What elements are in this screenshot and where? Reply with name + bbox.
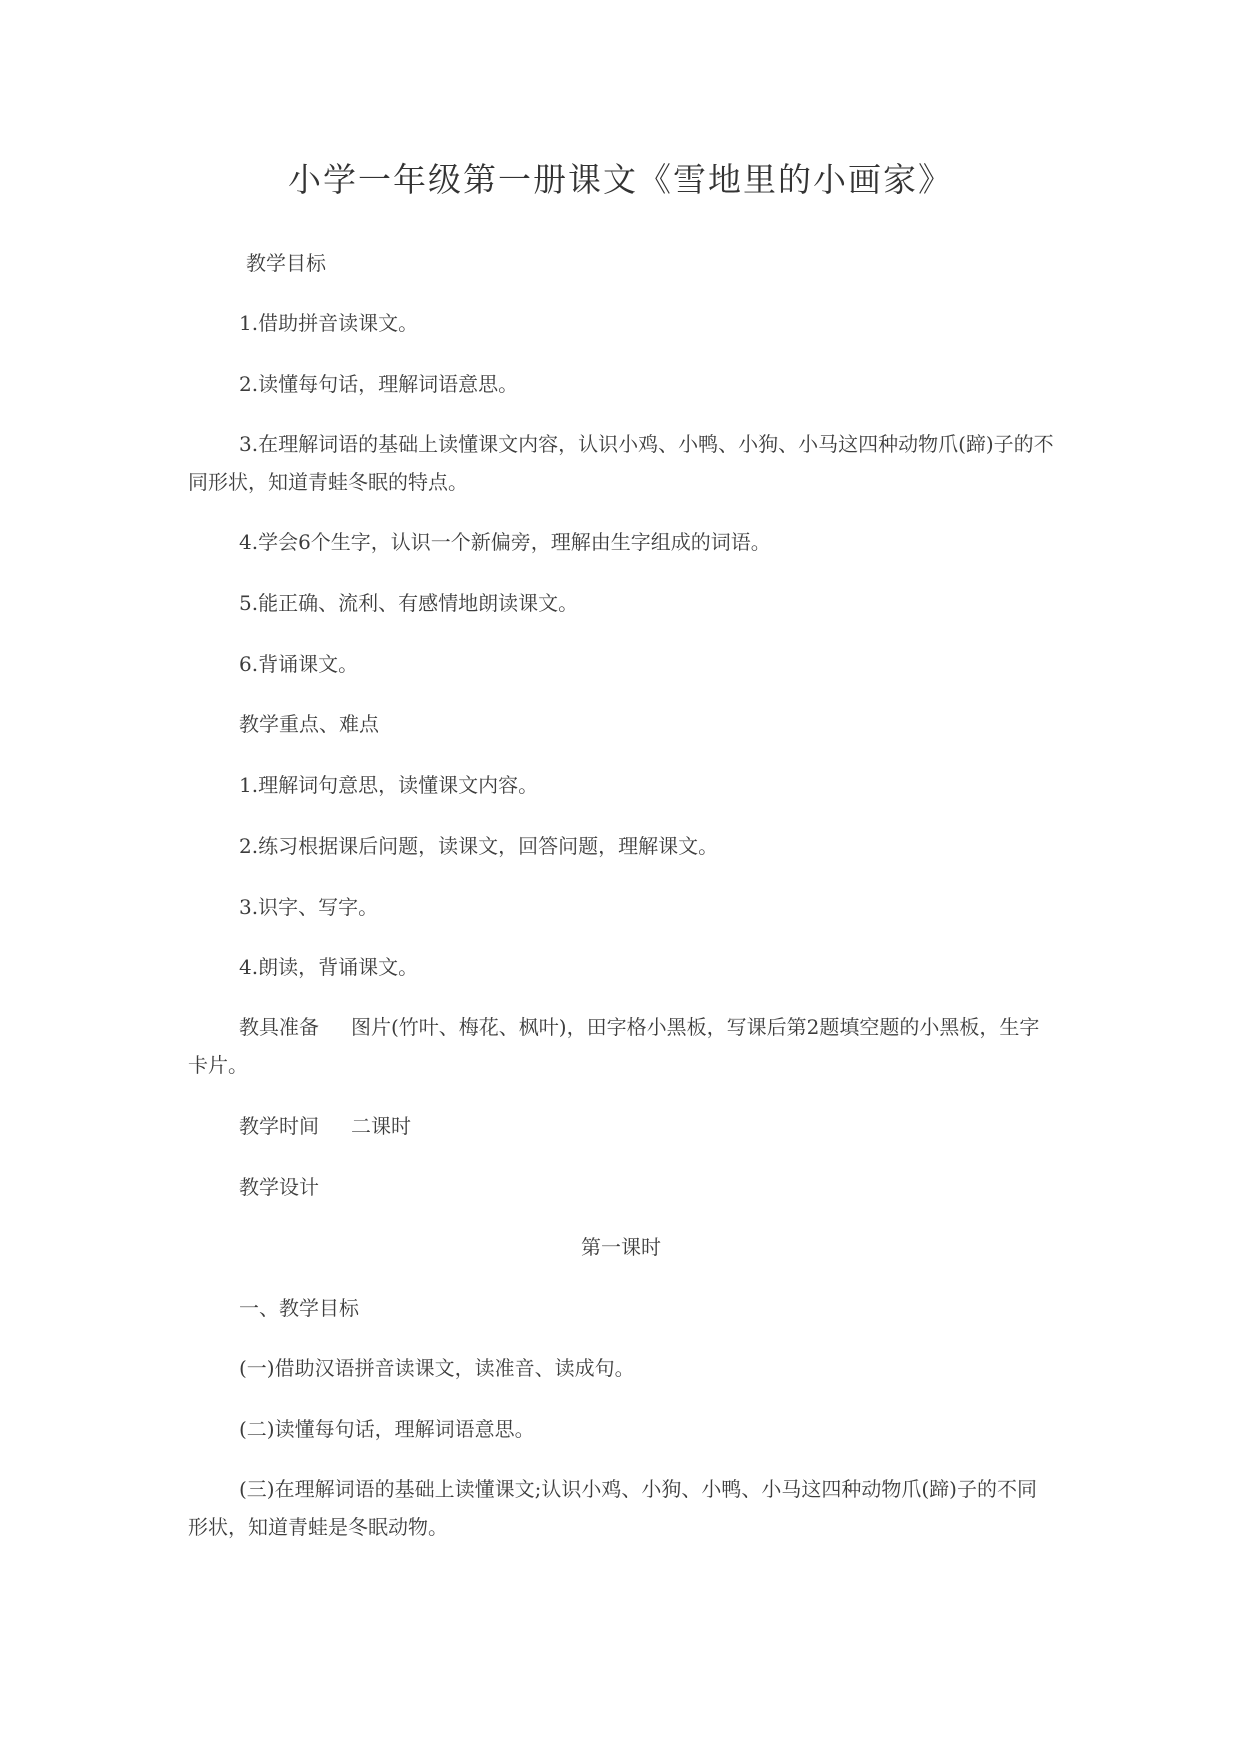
teaching-aids-label: 教具准备 <box>239 1015 319 1039</box>
goal-item-3: 3.在理解词语的基础上读懂课文内容，认识小鸡、小鸭、小狗、小马这四种动物爪(蹄)子的不同形状，知道青蛙冬眠的特点。 <box>188 432 1054 494</box>
teaching-time-label: 教学时间 <box>239 1114 319 1138</box>
teaching-aids-paragraph <box>188 1008 1054 1084</box>
key-point-3: 3.识字、写字。 <box>239 895 379 919</box>
goal-item-5: 5.能正确、流利、有感情地朗读课文。 <box>239 591 579 615</box>
lesson-goal-1: (一)借助汉语拼音读课文，读准音、读成句。 <box>239 1356 635 1380</box>
key-point-1: 1.理解词句意思，读懂课文内容。 <box>239 773 539 797</box>
goal-item-6: 6.背诵课文。 <box>239 652 359 676</box>
teaching-time-paragraph <box>188 1107 1054 1145</box>
lesson-goal-3: (三)在理解词语的基础上读懂课文;认识小鸡、小狗、小鸭、小马这四种动物爪(蹄)子的不同形状，知道青蛙是冬眠动物。 <box>188 1477 1037 1539</box>
lesson-goal-2: (二)读懂每句话，理解词语意思。 <box>239 1417 535 1441</box>
heading-teaching-goals: 教学目标 <box>246 251 326 275</box>
goal-item-2: 2.读懂每句话，理解词语意思。 <box>239 372 519 396</box>
goal-item-1: 1.借助拼音读课文。 <box>239 311 419 335</box>
goal-item-4: 4.学会6个生字，认识一个新偏旁，理解由生字组成的词语。 <box>239 530 771 554</box>
lesson-heading: 第一课时 <box>581 1235 661 1259</box>
teaching-time-content: 二课时 <box>351 1114 411 1138</box>
key-point-2: 2.练习根据课后问题，读课文，回答问题，理解课文。 <box>239 834 719 858</box>
document-title: 小学一年级第一册课文《雪地里的小画家》 <box>288 160 953 199</box>
teaching-aids-content: 图片(竹叶、梅花、枫叶)，田字格小黑板，写课后第2题填空题的小黑板，生字卡片。 <box>188 1015 1040 1077</box>
key-point-4: 4.朗读，背诵课文。 <box>239 955 419 979</box>
heading-teaching-design: 教学设计 <box>239 1175 319 1199</box>
heading-key-points: 教学重点、难点 <box>239 712 379 736</box>
section-heading-goals: 一、教学目标 <box>239 1296 359 1320</box>
